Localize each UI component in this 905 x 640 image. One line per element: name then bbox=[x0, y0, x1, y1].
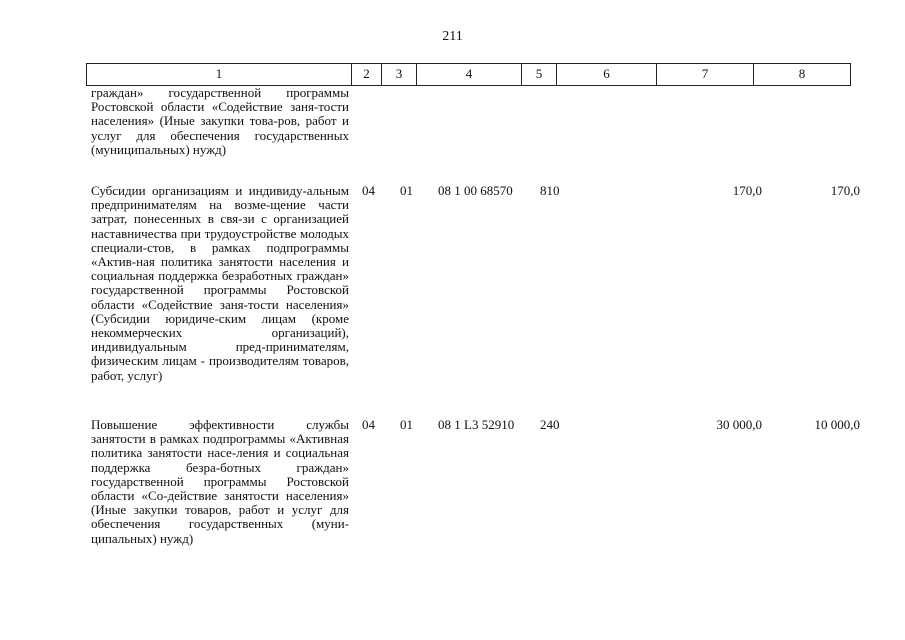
row-section-code: 04 bbox=[362, 183, 375, 198]
table-row bbox=[86, 86, 866, 176]
row-target-code: 08 1 00 68570 bbox=[438, 183, 513, 198]
row-subsection-code: 01 bbox=[400, 417, 413, 432]
row-description: Субсидии организациям и индивиду-альным предпринимателям на возме-щение части затрат, понесенных в свя-зи с организацией наставничества при трудоустройстве молодых специали-стов, в рамках подпрограммы «Актив-ная политика занятости населения и социальная поддержка безработных граждан» государственной программы Ростовской области «Содействие заня-тости населения» (Субсидии юридиче-ским лицам (кроме некоммерческих организаций), индивидуальным пред-принимателям, физическим лицам - производителям товаров, работ, услуг) bbox=[91, 183, 349, 383]
row-description: Повышение эффективности службы занятости в рамках подпрограммы «Активная политика занятости насе-ления и социальная поддержка безра-ботных граждан» государственной программы Ростовской области «Со-действие занятости населения» (Иные закупки товаров, работ и услуг для обеспечения государственных (муни-ципальных) нужд) bbox=[91, 417, 349, 546]
header-col-7: 7 bbox=[656, 64, 753, 85]
table-header-row bbox=[86, 63, 851, 86]
header-col-4: 4 bbox=[416, 64, 521, 85]
row-expense-type: 240 bbox=[540, 417, 560, 432]
table-row bbox=[86, 418, 866, 578]
header-col-2: 2 bbox=[351, 64, 381, 85]
row-description: граждан» государственной программы Ростовской области «Содействие заня-тости населения» (Иные закупки това-ров, работ и услуг для обеспечения государственных (муниципальных) нужд) bbox=[91, 85, 349, 157]
row-subsection-code: 01 bbox=[400, 183, 413, 198]
header-col-1: 1 bbox=[86, 64, 351, 85]
header-col-5: 5 bbox=[521, 64, 556, 85]
header-col-6: 6 bbox=[556, 64, 656, 85]
row-amount-col8: 170,0 bbox=[830, 183, 860, 198]
page-number: 211 bbox=[442, 29, 463, 44]
row-section-code: 04 bbox=[362, 417, 375, 432]
row-target-code: 08 1 L3 52910 bbox=[438, 417, 515, 432]
header-col-8: 8 bbox=[753, 64, 851, 85]
row-amount-col7: 170,0 bbox=[732, 183, 762, 198]
row-amount-col7: 30 000,0 bbox=[716, 417, 762, 432]
header-col-3: 3 bbox=[381, 64, 416, 85]
row-amount-col8: 10 000,0 bbox=[814, 417, 860, 432]
row-expense-type: 810 bbox=[540, 183, 560, 198]
table-row bbox=[86, 184, 866, 414]
